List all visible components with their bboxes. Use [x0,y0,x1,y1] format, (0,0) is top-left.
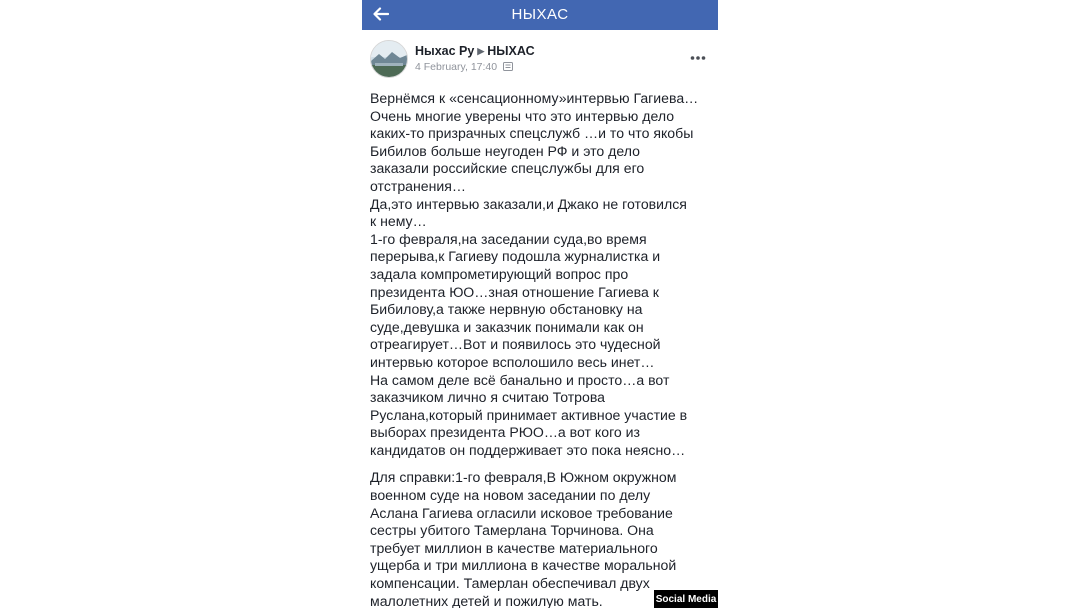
source-watermark: Social Media [654,590,718,608]
globe-icon [503,62,513,74]
post-paragraph-reference: Для справки:1-го февраля,В Южном окружном военном суде на новом заседании по делу Аслана Гагиева огласили исковое требование сестры убитого Тамерлана Торчинова. Она требует миллион в качестве материального ущерба и три миллиона в качестве моральной компенсации. Тамерлан обеспечивал двух малолетних детей и пожилую мать. [370,469,677,608]
more-horizontal-icon[interactable] [690,48,706,56]
triangle-right-icon: ▶ [477,46,485,56]
top-app-bar [362,0,718,30]
avatar[interactable] [370,40,408,78]
post-author-line [415,44,535,58]
post-body [370,90,716,608]
author-name[interactable]: Ныхас Ру [415,44,475,58]
page-title: НЫХАС [511,6,569,23]
target-group-name[interactable]: НЫХАС [487,44,535,58]
post-header [370,40,714,80]
post-meta [415,61,513,74]
post-timestamp[interactable]: 4 February, 17:40 [415,61,498,73]
phone-screen [362,0,718,608]
post-paragraph-main: Вернёмся к «сенсационному»интервью Гагиева… Очень многие уверены что это интервью дело каких-то призрачных спецслужб …и то что якобы Бибилов больше неугоден РФ и это дело заказали российские спецслужбы для его отстранения… Да,это интервью заказали,и Джако не готовился к нему… 1-го февраля,на заседании суда,во время перерыва,к Гагиеву подошла журналистка и задала компрометирующий вопрос про президента ЮО…зная отношение Гагиева к Бибилову,а также нервную обстановку на суде,девушка и заказчик понимали как он отреагирует…Вот и появилось это чудесной интервью которое всполошило весь инет… На самом деле всё банально и просто…а вот заказчиком лично я считаю Тотрова Руслана,который принимает активное участие в выборах президента РЮО…а вот кого из кандидатов он поддерживает это пока неясно… [370,90,699,458]
